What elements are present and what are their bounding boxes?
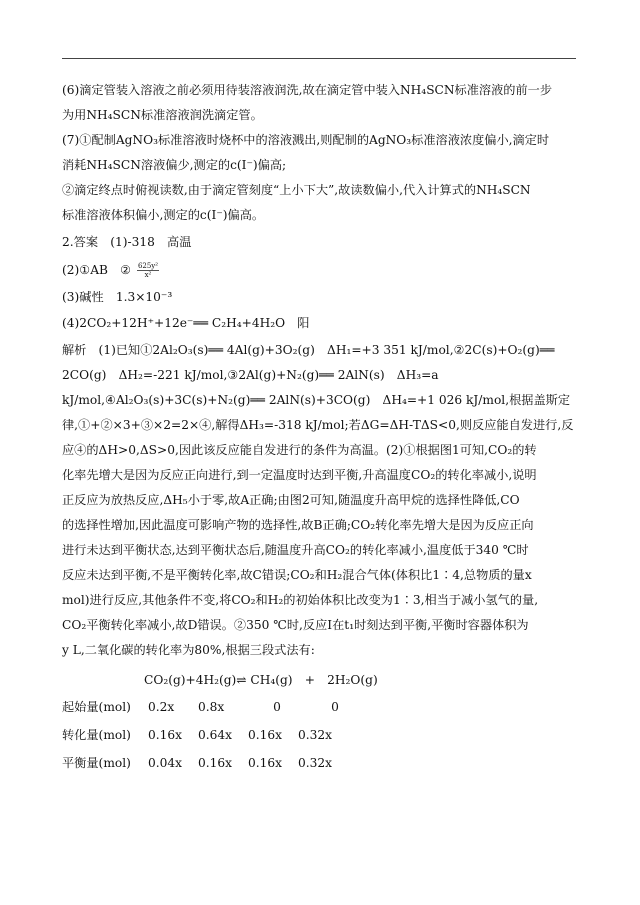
table-row	[62, 755, 348, 771]
text-line: 2CO(g) ΔH₂=-221 kJ/mol,③2Al(g)+N₂(g)══ 2AlN(s) ΔH₃=a	[62, 368, 439, 382]
text-line: (6)滴定管装入溶液之前必须用待装溶液润洗,故在滴定管中装入NH₄SCN标准溶液的前一步	[62, 83, 553, 97]
text-line: 进行未达到平衡状态,达到平衡状态后,随温度升高CO₂的转化率减小,温度低于340 ℃时	[62, 543, 529, 557]
table-cell: 0.16x	[148, 728, 183, 742]
table-cell: 0.16x	[248, 756, 283, 770]
row-label: 起始量(mol)	[62, 700, 131, 714]
row-label: 平衡量(mol)	[62, 756, 131, 770]
table-row	[62, 727, 348, 743]
text-line: 应④的ΔH>0,ΔS>0,因此该反应能自发进行的条件为高温。(2)①根据图1可知,CO₂的转	[62, 443, 537, 457]
text-line: (4)2CO₂+12H⁺+12e⁻══ C₂H₄+4H₂O 阳	[62, 316, 310, 330]
fraction-numerator: 625y²	[137, 262, 159, 270]
table-cell: 0.16x	[198, 756, 233, 770]
table-cell: 0.32x	[298, 756, 333, 770]
text-line: 解析 (1)已知①2Al₂O₃(s)══ 4Al(g)+3O₂(g) ΔH₁=+3 351 kJ/mol,②2C(s)+O₂(g)══	[62, 343, 555, 357]
answer-line-2	[62, 262, 161, 279]
text-line: CO₂平衡转化率减小,故D错误。②350 ℃时,反应Ⅰ在t₁时刻达到平衡,平衡时容器体积为	[62, 618, 529, 632]
text-line: (7)①配制AgNO₃标准溶液时烧杯中的溶液溅出,则配制的AgNO₃标准溶液浓度偏小,滴定时	[62, 133, 550, 147]
text-line: 标准溶液体积偏小,测定的c(I⁻)偏高。	[62, 208, 265, 222]
reaction-equation: CO₂(g)+4H₂(g)⇌ CH₄(g) + 2H₂O(g)	[144, 673, 378, 687]
table-cell: 0.64x	[198, 728, 233, 742]
table-cell: 0.04x	[148, 756, 183, 770]
text-line: 的选择性增加,因此温度可影响产物的选择性,故B正确;CO₂转化率先增大是因为反应正向	[62, 518, 534, 532]
fraction	[137, 262, 159, 279]
answer-heading: 2.答案 (1)-318 高温	[62, 235, 192, 249]
fraction-denominator: x²	[144, 271, 152, 279]
text-line: y L,二氧化碳的转化率为80%,根据三段式法有:	[62, 643, 315, 657]
table-cell: 0	[273, 700, 281, 714]
row-label: 转化量(mol)	[62, 728, 131, 742]
answer-2-text: (2)①AB ②	[62, 263, 132, 277]
table-cell: 0.8x	[198, 700, 225, 714]
text-line: 反应未达到平衡,不是平衡转化率,故C错误;CO₂和H₂混合气体(体积比1∶4,总物质的量x	[62, 568, 532, 582]
table-cell: 0.32x	[298, 728, 333, 742]
table-cell: 0	[331, 700, 339, 714]
text-line: 律,①+②×3+③×2=2×④,解得ΔH₃=-318 kJ/mol;若ΔG=ΔH-TΔS<0,则反应能自发进行,反	[62, 418, 574, 432]
table-cell: 0.16x	[248, 728, 283, 742]
table-cell: 0.2x	[148, 700, 175, 714]
text-line: 化率先增大是因为反应正向进行,到一定温度时达到平衡,升高温度CO₂的转化率减小,说明	[62, 468, 537, 482]
text-line: mol)进行反应,其他条件不变,将CO₂和H₂的初始体积比改变为1∶3,相当于减小氢气的量,	[62, 593, 539, 607]
text-line: (3)碱性 1.3×10⁻³	[62, 290, 173, 304]
text-line: 为用NH₄SCN标准溶液润洗滴定管。	[62, 108, 263, 122]
text-line: 消耗NH₄SCN溶液偏少,测定的c(I⁻)偏高;	[62, 158, 287, 172]
text-line: kJ/mol,④Al₂O₃(s)+3C(s)+N₂(g)══ 2AlN(s)+3CO(g) ΔH₄=+1 026 kJ/mol,根据盖斯定	[62, 393, 571, 407]
text-line: 正反应为放热反应,ΔH₅小于零,故A正确;由图2可知,随温度升高甲烷的选择性降低,CO	[62, 493, 520, 507]
header-rule	[62, 58, 576, 59]
text-line: ②滴定终点时俯视读数,由于滴定管刻度“上小下大”,故读数偏小,代入计算式的NH₄SCN	[62, 183, 531, 197]
table-row	[62, 699, 364, 715]
